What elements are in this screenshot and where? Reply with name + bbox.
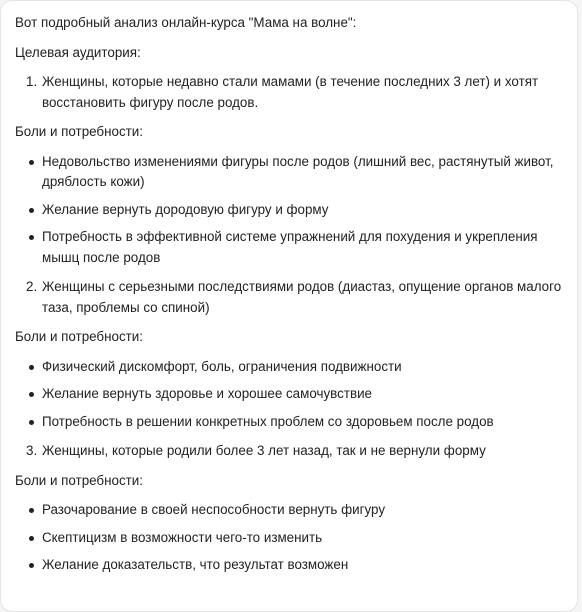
bullet-icon xyxy=(29,508,34,513)
pain-text: Физический дискомфорт, боль, ограничения подвижности xyxy=(42,358,402,374)
pain-text: Желание вернуть здоровье и хорошее самочувствие xyxy=(42,386,372,401)
pain-text: Недовольство изменениями фигуры после родов (лишний вес, растянутый живот, дряблость кожи) xyxy=(42,153,554,189)
bullet-icon xyxy=(29,392,34,397)
segment-list xyxy=(15,277,571,318)
bullet-icon xyxy=(29,365,34,370)
segment-number: 2. xyxy=(26,279,38,294)
pain-text: Разочарование в своей неспособности вернуть фигуру xyxy=(42,502,386,517)
pains-list xyxy=(15,357,571,433)
pains-list xyxy=(15,152,571,269)
pain-text: Желание вернуть дородовую фигуру и форму xyxy=(42,201,329,217)
bullet-icon xyxy=(29,563,34,568)
pains-heading: Боли и потребности: xyxy=(15,472,143,488)
pains-heading: Боли и потребности: xyxy=(15,124,143,139)
segment-item xyxy=(15,277,571,318)
audience-heading: Целевая аудитория: xyxy=(15,44,141,60)
pain-text: Скептицизм в возможности чего-то изменить xyxy=(42,529,323,545)
segment-number: 1. xyxy=(26,74,38,89)
pain-item xyxy=(15,152,571,193)
segment-item xyxy=(15,72,571,113)
pain-item xyxy=(15,528,571,549)
bullet-icon xyxy=(29,160,34,165)
pain-item xyxy=(15,555,571,576)
pain-item xyxy=(15,384,571,405)
pain-text: Потребность в эффективной системе упражнений для похудения и укрепления мышц после родов xyxy=(42,229,538,265)
bullet-icon xyxy=(29,235,34,240)
segment-title: Женщины с серьезными последствиями родов (диастаз, опущение органов малого таза, проблемы со спиной) xyxy=(42,279,562,315)
intro-text: Вот подробный анализ онлайн-курса "Мама на волне": xyxy=(15,15,357,30)
segment-item xyxy=(15,441,571,462)
pain-item xyxy=(15,412,571,433)
segment-title: Женщины, которые родили более 3 лет назад, так и не вернули форму xyxy=(42,443,486,458)
pain-item xyxy=(15,500,571,521)
pain-text: Потребность в решении конкретных проблем со здоровьем после родов xyxy=(42,413,494,429)
segment-list xyxy=(15,441,571,462)
segment-list xyxy=(15,72,571,113)
pains-list xyxy=(15,500,571,576)
pains-heading: Боли и потребности: xyxy=(15,329,143,344)
bullet-icon xyxy=(29,536,34,541)
pain-item xyxy=(15,357,571,378)
bullet-icon xyxy=(29,208,34,213)
bullet-icon xyxy=(29,420,34,425)
pain-text: Желание доказательств, что результат возможен xyxy=(42,557,349,572)
segment-number: 3. xyxy=(26,443,38,458)
message-content xyxy=(15,13,571,585)
segment-title: Женщины, которые недавно стали мамами (в течение последних 3 лет) и хотят восстановить фигуру после родов. xyxy=(42,74,539,110)
pain-item xyxy=(15,227,571,268)
pain-item xyxy=(15,200,571,221)
